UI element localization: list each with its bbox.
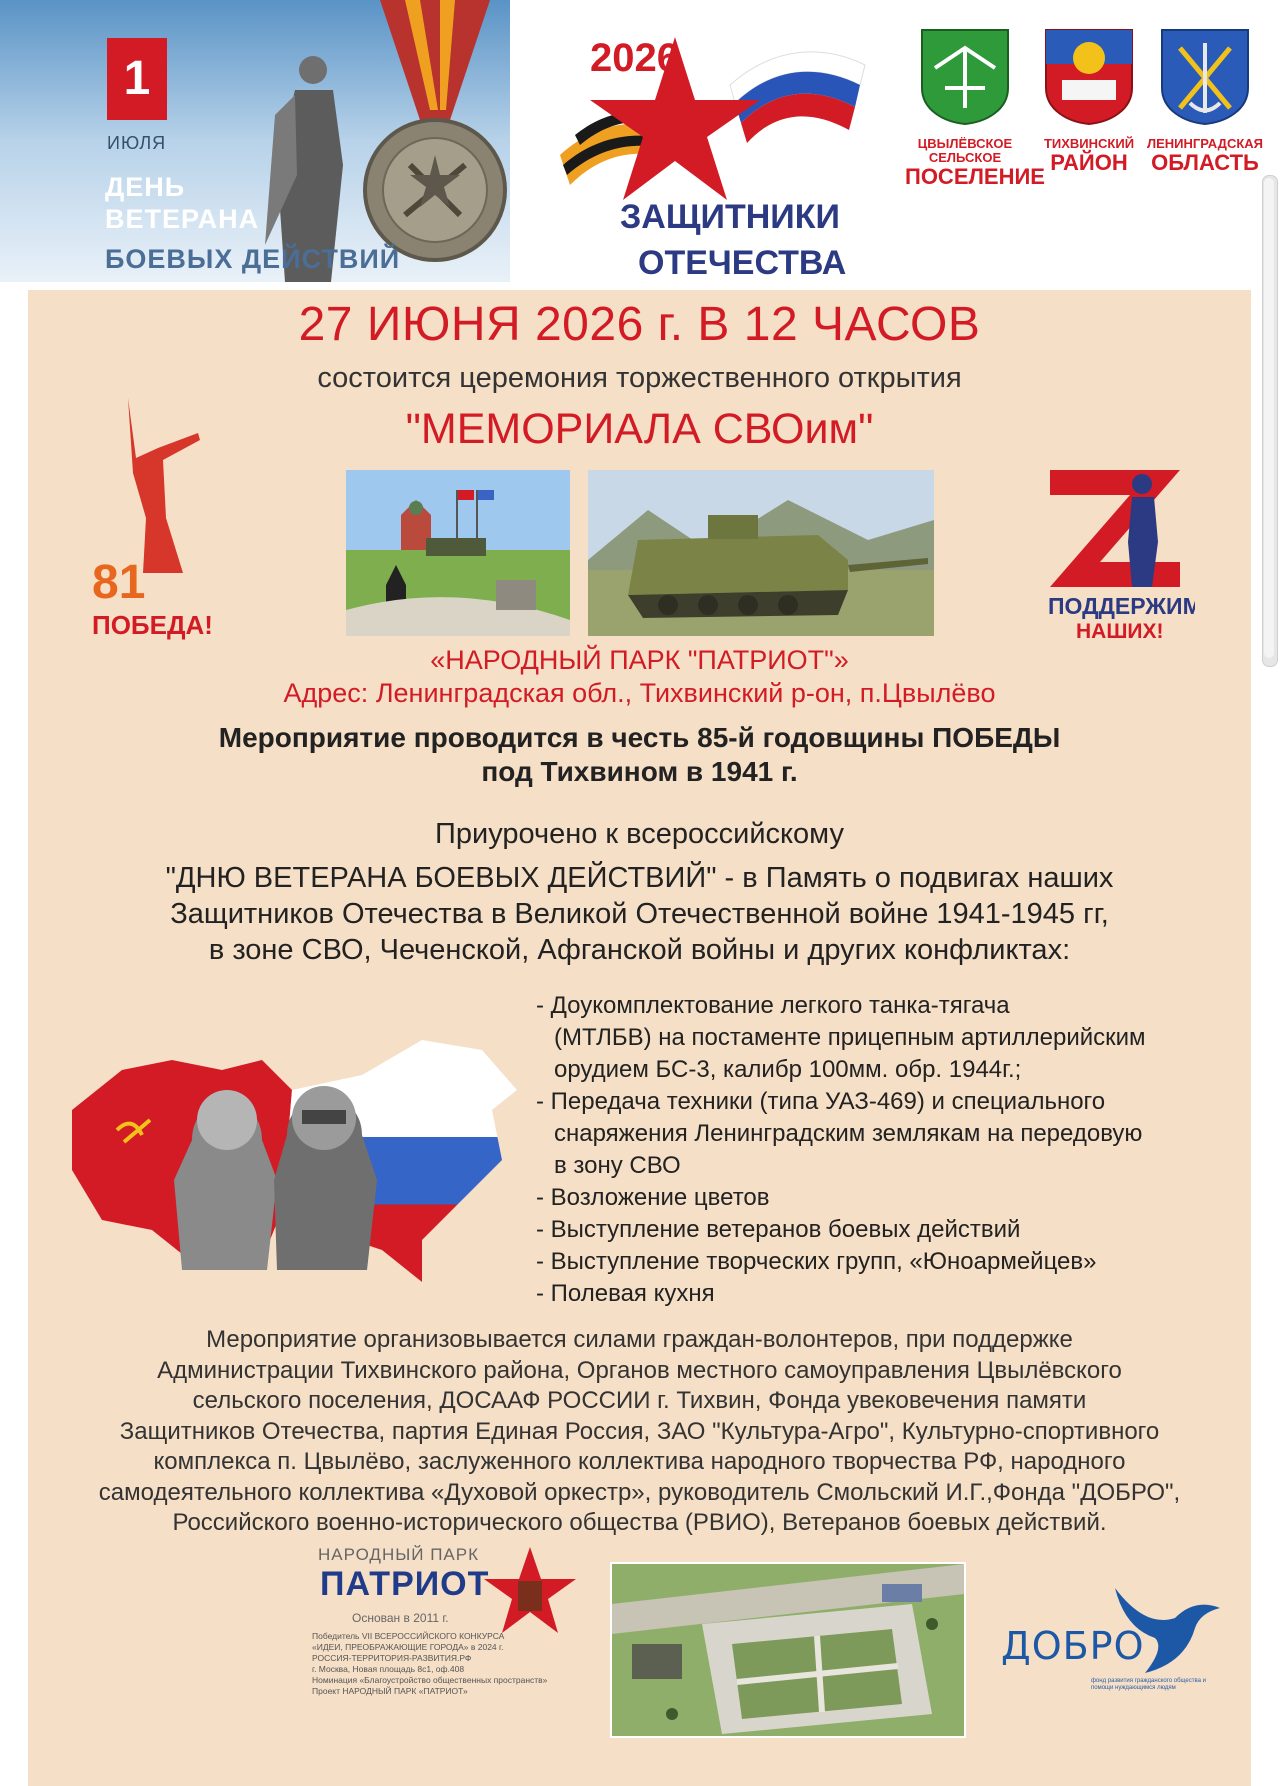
organizers-line: Защитников Отечества, партия Единая Россия, ЗАО "Культура-Агро", Культурно-спортивного xyxy=(119,1417,1160,1445)
dobro-foundation-logo xyxy=(995,1568,1225,1698)
defenders-title-line1: ЗАЩИТНИКИ xyxy=(620,198,840,236)
event-subheadline: состоится церемония торжественного открытия xyxy=(317,362,962,394)
organizers-line: Администрации Тихвинского района, Органов местного самоуправления Цвылёвского xyxy=(157,1356,1122,1384)
activity-item: - Доукомплектование легкого танка-тягача xyxy=(536,992,1010,1019)
park-plan-image xyxy=(610,1562,966,1738)
organizers-text xyxy=(28,1325,1251,1539)
organizers-line: самодеятельного коллектива «Духовой оркестр», руководитель Смольский И.Г.,Фонда "ДОБРО", xyxy=(98,1478,1181,1506)
activities-list xyxy=(536,990,1236,1310)
ribbon-image xyxy=(380,0,490,120)
organizers-line: комплекса п. Цвылёво, заслуженного коллектива народного творчества РФ, народного xyxy=(153,1448,1126,1475)
memorial-park-photo xyxy=(346,470,570,636)
dedication-line-3: Защитников Отечества в Великой Отечественной войне 1941-1945 гг, xyxy=(170,898,1109,930)
tsvylyovo-crest-label: ЦВЫЛЁВСКОЕ СЕЛЬСКОЕ ПОСЕЛЕНИЕ xyxy=(905,136,1045,189)
leningrad-oblast-crest-icon xyxy=(1160,28,1250,126)
motherland-statue-icon xyxy=(88,398,218,643)
event-address: Адрес: Ленинградская обл., Тихвинский р-он, п.Цвылёво xyxy=(283,678,996,708)
patriot-park-logo-top: НАРОДНЫЙ ПАРК xyxy=(318,1545,480,1564)
veteran-day-number: 1 xyxy=(107,38,167,120)
red-star-emblem-icon xyxy=(480,1545,580,1635)
tank-tractor-photo xyxy=(588,470,934,636)
victory-81-logo xyxy=(88,398,218,643)
patriot-park-logo-founded: Основан в 2011 г. xyxy=(352,1611,449,1625)
activity-item: - Выступление ветеранов боевых действий xyxy=(536,1216,1021,1243)
dobro-word: ДОБРО xyxy=(1001,1624,1145,1668)
organizers-line: сельского поселения, ДОСААФ РОССИИ г. Тихвин, Фонда увековечения памяти xyxy=(192,1387,1087,1414)
victory-number: 81 xyxy=(92,556,146,609)
activity-item: - Выступление творческих групп, «Юноармейцев» xyxy=(536,1248,1097,1275)
victory-text: ПОБЕДА! xyxy=(92,610,213,640)
z-logo-line2: НАШИХ! xyxy=(1076,620,1164,642)
z-letter-icon xyxy=(1040,462,1195,642)
activity-item: в зону СВО xyxy=(554,1152,681,1179)
activity-item: (МТЛБВ) на постаменте прицепным артиллерийским xyxy=(554,1024,1146,1051)
activity-item: орудием БС-3, калибр 100мм. обр. 1944г.; xyxy=(554,1056,1022,1083)
dedication-line-4: в зоне СВО, Чеченской, Афганской войны и других конфликтах: xyxy=(208,934,1071,966)
veteran-day-month: ИЮЛЯ xyxy=(107,133,167,153)
activity-item: - Передача техники (типа УАЗ-469) и специального xyxy=(536,1088,1106,1115)
memorial-title: "МЕМОРИАЛА СВОим" xyxy=(405,405,874,453)
organizers-line: Российского военно-исторического общества (РВИО), Ветеранов боевых действий. xyxy=(172,1509,1107,1536)
ussr-russia-map-image xyxy=(62,1030,522,1282)
honor-line-2: под Тихвином в 1941 г. xyxy=(481,756,798,787)
scrollbar-thumb[interactable] xyxy=(1264,178,1274,658)
patriot-park-award-text: Победитель VII ВСЕРОССИЙСКОГО КОНКУРСА «ИДЕИ, ПРЕОБРАЖАЮЩИЕ ГОРОДА» в 2024 г. РОССИЯ-ТЕРРИТОРИЯ-РАЗВИТИЯ.РФ г. Москва, Новая площадь 8с1, оф.408 Номинация «Благоустройство общественных пространств» Проект НАРОДНЫЙ ПАРК «ПАТРИОТ» xyxy=(312,1631,548,1696)
dedication-line-2: "ДНЮ ВЕТЕРАНА БОЕВЫХ ДЕЙСТВИЙ" - в Память о подвигах наших xyxy=(165,862,1114,894)
event-headline: 27 ИЮНЯ 2026 г. В 12 ЧАСОВ xyxy=(298,298,981,351)
activity-item: - Полевая кухня xyxy=(536,1280,715,1307)
activity-item: снаряжения Ленинградским землякам на передовую xyxy=(554,1120,1143,1147)
park-name: «НАРОДНЫЙ ПАРК "ПАТРИОТ"» xyxy=(430,645,849,675)
defenders-year: 2026 xyxy=(590,36,679,80)
dedication-line-1: Приурочено к всероссийскому xyxy=(435,818,844,850)
tsvylyovo-crest-icon xyxy=(920,28,1010,126)
organizers-line: Мероприятие организовывается силами граждан-волонтеров, при поддержке xyxy=(206,1326,1073,1353)
veteran-day-banner xyxy=(0,0,510,282)
defenders-title-line2: ОТЕЧЕСТВА xyxy=(638,244,847,282)
veteran-day-title-line3: БОЕВЫХ ДЕЙСТВИЙ xyxy=(105,244,401,274)
tikhvin-district-crest-label: ТИХВИНСКИЙ РАЙОН xyxy=(1043,136,1135,175)
dobro-note: фонд развития гражданского общества и помощи нуждающимся людям xyxy=(1091,1678,1206,1691)
veteran-day-title-line2: ВЕТЕРАНА xyxy=(105,204,260,234)
patriot-park-logo xyxy=(312,1545,582,1765)
veteran-medal-image xyxy=(360,115,510,265)
leningrad-oblast-crest-label: ЛЕНИНГРАДСКАЯ ОБЛАСТЬ xyxy=(1147,136,1263,175)
honor-line-1: Мероприятие проводится в честь 85-й годовщины ПОБЕДЫ xyxy=(218,722,1061,753)
patriot-park-logo-name: ПАТРИОТ xyxy=(320,1565,490,1603)
activity-item: - Возложение цветов xyxy=(536,1184,770,1211)
tikhvin-district-crest-icon xyxy=(1044,28,1134,126)
z-logo-line1: ПОДДЕРЖИМ xyxy=(1048,593,1195,619)
support-ours-z-logo xyxy=(1040,462,1195,642)
veteran-day-title-line1: ДЕНЬ xyxy=(105,172,186,202)
